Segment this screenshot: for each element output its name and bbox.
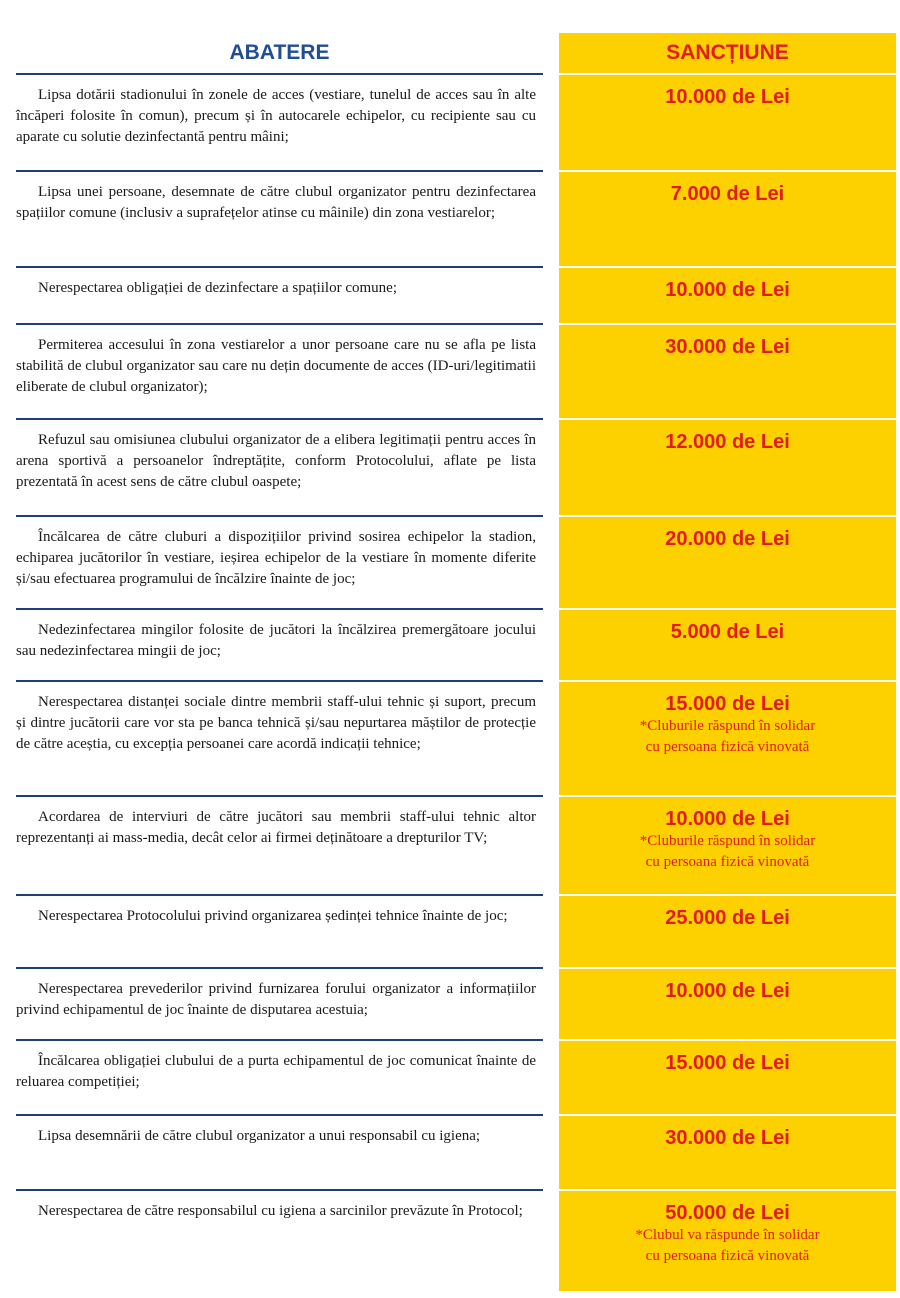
row-divider xyxy=(16,795,543,797)
fine-amount: 10.000 de Lei xyxy=(665,279,790,301)
row-divider xyxy=(16,170,543,172)
fine-amount: 15.000 de Lei xyxy=(665,1052,790,1074)
row-divider xyxy=(16,680,543,682)
fine-amount: 30.000 de Lei xyxy=(665,336,790,358)
table-row xyxy=(16,967,896,1039)
row-divider xyxy=(559,323,896,325)
row-divider xyxy=(559,266,896,268)
violation-text: Nerespectarea prevederilor privind furnizarea forului organizator a informațiilor privind echipamentul de joc înainte de disputarea acestuia; xyxy=(16,981,536,1018)
violation-text: Lipsa unei persoane, desemnate de către clubul organizator pentru dezinfectarea spațiilor comune (inclusiv a suprafețelor atinse cu mâinile) din zona vestiarelor; xyxy=(16,184,536,221)
table-row xyxy=(16,1189,896,1298)
header-abatere: ABATERE xyxy=(229,41,330,64)
violation-text: Nerespectarea distanței sociale dintre membrii staff-ului tehnic și suport, precum și dintre jucătorii care vor sta pe banca tehnică și/sau nepurtarea măștilor de protecție de către aceștia, cu excepția persoanei care acordă indicații tehnice; xyxy=(16,694,536,752)
fine-amount: 12.000 de Lei xyxy=(665,431,790,453)
row-divider xyxy=(16,1114,543,1116)
solidarity-note: *Cluburile răspund în solidar xyxy=(639,833,816,849)
row-divider xyxy=(559,418,896,420)
row-divider xyxy=(559,73,896,75)
table-row xyxy=(16,608,896,680)
row-divider xyxy=(16,515,543,517)
violation-text: Încălcarea de către cluburi a dispozițiilor privind sosirea echipelor la stadion, echiparea jucătorilor în vestiare, ieșirea echipelor de la vestiare în momente diferite și/sau efectuarea programului de încălzire înainte de joc; xyxy=(16,529,536,587)
row-divider xyxy=(16,73,543,75)
row-divider xyxy=(559,1189,896,1191)
fine-amount: 10.000 de Lei xyxy=(665,808,790,830)
solidarity-note: cu persoana fizică vinovată xyxy=(645,739,810,755)
fine-amount: 7.000 de Lei xyxy=(670,183,785,205)
violation-text: Lipsa dotării stadionului în zonele de acces (vestiare, tunelul de acces sau în alte încăperi folosite în comun), precum și în autocarele echipelor, cu recipiente sau cu aparate cu solutie dezinfectantă pentru mâini; xyxy=(16,87,536,145)
table-row xyxy=(16,266,896,323)
table-row xyxy=(16,680,896,795)
row-divider xyxy=(16,608,543,610)
row-divider xyxy=(16,967,543,969)
row-divider xyxy=(16,894,543,896)
fine-amount: 25.000 de Lei xyxy=(665,907,790,929)
table-row xyxy=(16,323,896,418)
row-divider xyxy=(559,894,896,896)
table-header xyxy=(16,33,896,73)
table-row xyxy=(16,170,896,266)
row-divider xyxy=(559,1039,896,1041)
violation-text: Încălcarea obligației clubului de a purta echipamentul de joc comunicat înainte de reluarea competiției; xyxy=(16,1053,536,1090)
row-divider xyxy=(559,795,896,797)
row-divider xyxy=(16,418,543,420)
sanctions-table xyxy=(16,33,896,1298)
violation-text: Lipsa desemnării de către clubul organizator a unui responsabil cu igiena; xyxy=(38,1128,481,1144)
violation-text: Acordarea de interviuri de către jucători sau membrii staff-ului tehnic altor reprezentanți ai mass-media, decât celor ai firmei deținătoare a drepturilor TV; xyxy=(16,809,536,846)
solidarity-note: cu persoana fizică vinovată xyxy=(645,1248,810,1264)
table-row xyxy=(16,418,896,515)
fine-amount: 10.000 de Lei xyxy=(665,980,790,1002)
row-divider xyxy=(559,515,896,517)
table-row xyxy=(16,515,896,608)
solidarity-note: *Clubul va răspunde în solidar xyxy=(635,1227,820,1243)
violation-text: Nerespectarea obligației de dezinfectare a spațiilor comune; xyxy=(38,280,397,296)
row-divider xyxy=(16,323,543,325)
fine-amount: 30.000 de Lei xyxy=(665,1127,790,1149)
table-row xyxy=(16,73,896,170)
fine-amount: 15.000 de Lei xyxy=(665,693,790,715)
fine-amount: 10.000 de Lei xyxy=(665,86,790,108)
row-divider xyxy=(16,1039,543,1041)
fine-amount: 50.000 de Lei xyxy=(665,1202,790,1224)
violation-text: Nedezinfectarea mingilor folosite de jucători la încălzirea premergătoare jocului sau nedezinfectarea mingii de joc; xyxy=(16,622,536,659)
table-row xyxy=(16,1039,896,1114)
table-row xyxy=(16,894,896,967)
fine-amount: 20.000 de Lei xyxy=(665,528,790,550)
violation-text: Refuzul sau omisiunea clubului organizator de a elibera legitimații pentru acces în arena sportivă a persoanelor îndreptățite, conform Protocolului, aflate pe lista prezentată în acest sens de către clubul oaspete; xyxy=(16,432,536,490)
row-divider xyxy=(559,680,896,682)
row-divider xyxy=(559,608,896,610)
table-row xyxy=(16,1114,896,1189)
row-divider xyxy=(559,967,896,969)
violation-text: Nerespectarea Protocolului privind organizarea ședinței tehnice înainte de joc; xyxy=(38,908,508,924)
row-divider xyxy=(559,1114,896,1116)
solidarity-note: *Cluburile răspund în solidar xyxy=(639,718,816,734)
violation-text: Permiterea accesului în zona vestiarelor a unor persoane care nu se afla pe lista stabilită de clubul organizator sau care nu dețin documente de acces (ID-uri/legitimatii eliberate de clubul organizator); xyxy=(16,337,536,395)
solidarity-note: cu persoana fizică vinovată xyxy=(645,854,810,870)
row-divider xyxy=(16,1189,543,1191)
row-divider xyxy=(559,170,896,172)
row-divider xyxy=(16,266,543,268)
violation-text: Nerespectarea de către responsabilul cu igiena a sarcinilor prevăzute în Protocol; xyxy=(38,1203,523,1219)
header-sanctiune: SANCȚIUNE xyxy=(666,41,789,64)
table-row xyxy=(16,795,896,894)
fine-amount: 5.000 de Lei xyxy=(670,621,785,643)
